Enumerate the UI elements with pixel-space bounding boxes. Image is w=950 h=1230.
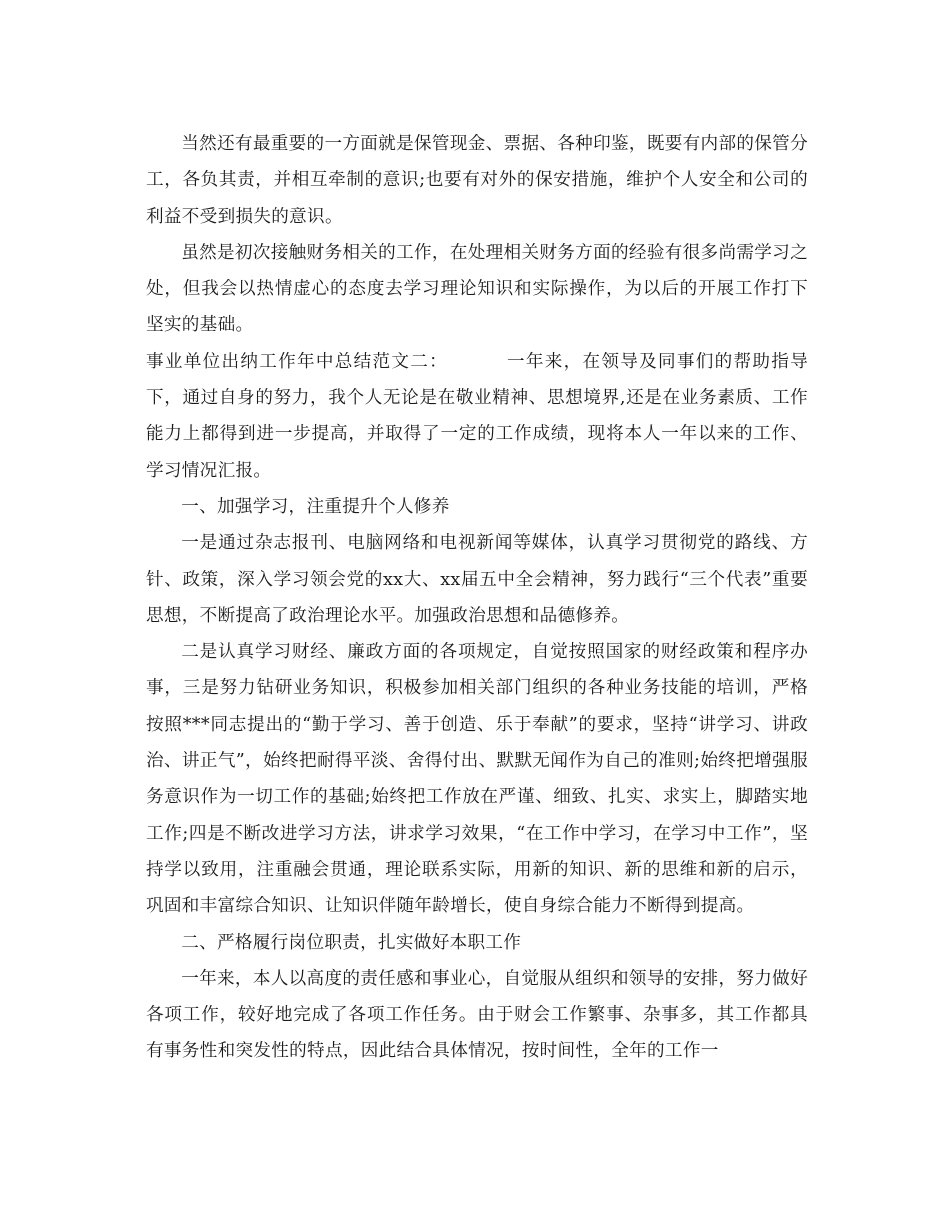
section-heading-paragraph [146, 344, 808, 489]
heading-strengthen-learning: 一、加强学习，注重提升个人修养 [181, 496, 450, 517]
heading-fulfill-duties: 二、严格履行岗位职责，扎实做好本职工作 [181, 932, 522, 953]
paragraph-year-work: 一年来，本人以高度的责任感和事业心，自觉服从组织和领导的安排，努力做好各项工作，较好地完成了各项工作任务。由于财会工作繁事、杂事多，其工作都具有事务性和突发性的特点，因此结合具体情况，按时间性，全年的工作一 [146, 968, 808, 1062]
paragraph-cash-custody: 当然还有最重要的一方面就是保管现金、票据、各种印鉴，既要有内部的保管分工，各负其责，并相互牵制的意识;也要有对外的保安措施，维护个人安全和公司的利益不受到损失的意识。 [146, 134, 808, 227]
paragraph-study-regulations: 二是认真学习财经、廉政方面的各项规定，自觉按照国家的财经政策和程序办事，三是努力钻研业务知识，积极参加相关部门组织的各种业务技能的培训，严格按照***同志提出的“勤于学习、善于创造、乐于奉献”的要求，坚持“讲学习、讲政治、讲正气”，始终把耐得平淡、舍得付出、默默无闻作为自己的准则;始终把增强服务意识作为一切工作的基础;始终把工作放在严谨、细致、扎实、求实上，脚踏实地工作;四是不断改进学习方法，讲求学习效果，“在工作中学习，在学习中工作”，坚持学以致用，注重融会贯通，理论联系实际，用新的知识、新的思维和新的启示，巩固和丰富综合知识、让知识伴随年龄增长，使自身综合能力不断得到提高。 [146, 642, 808, 917]
section-intro: 一年来，在领导及同事们的帮助指导下，通过自身的努力，我个人无论是在敬业精神、思想境界,还是在业务素质、工作能力上都得到进一步提高，并取得了一定的工作成绩，现将本人一年以来的工作、学习情况汇报。 [146, 351, 808, 481]
document-body [146, 126, 808, 1070]
paragraph-learning-attitude: 虽然是初次接触财务相关的工作，在处理相关财务方面的经验有很多尚需学习之处，但我会以热情虚心的态度去学习理论知识和实际操作，为以后的开展工作打下坚实的基础。 [146, 242, 808, 336]
paragraph-study-media: 一是通过杂志报刊、电脑网络和电视新闻等媒体，认真学习贯彻党的路线、方针、政策，深入学习领会党的xx大、xx届五中全会精神，努力践行“三个代表”重要思想，不断提高了政治理论水平。加强政治思想和品德修养。 [146, 533, 808, 626]
section-title: 事业单位出纳工作年中总结范文二： [146, 351, 448, 372]
